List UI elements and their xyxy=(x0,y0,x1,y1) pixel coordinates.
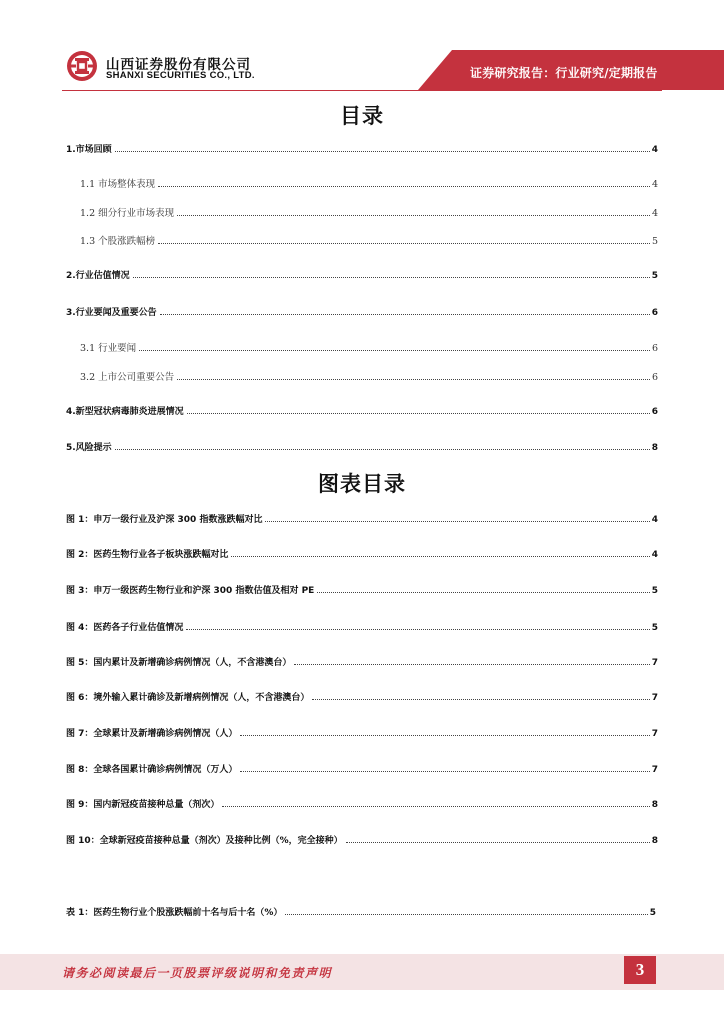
figure-entry-label: 图 10：全球新冠疫苗接种总量（剂次）及接种比例（%，完全接种） xyxy=(66,836,343,846)
toc-entry-page: 4 xyxy=(651,145,658,155)
figure-entry-page: 7 xyxy=(651,693,658,703)
toc-entry-page: 6 xyxy=(651,308,658,318)
figure-entry-page: 7 xyxy=(651,765,658,775)
figure-entry-label: 图 8：全球各国累计确诊病例情况（万人） xyxy=(66,765,238,775)
toc-title: 目录 xyxy=(340,104,384,128)
toc-entry-page: 4 xyxy=(651,179,658,190)
figure-entry[interactable] xyxy=(66,726,658,739)
figure-entry-label: 图 3：申万一级医药生物行业和沪深 300 指数估值及相对 PE xyxy=(66,586,315,596)
toc-entry-label: 3.1 行业要闻 xyxy=(80,343,137,354)
figure-entry[interactable] xyxy=(66,762,658,775)
toc-entry[interactable] xyxy=(80,340,658,354)
page-number: 3 xyxy=(624,956,656,984)
leader-dots xyxy=(158,186,650,187)
shanxi-securities-logo-icon xyxy=(66,50,98,82)
table-entry-page: 5 xyxy=(649,908,656,918)
company-name-cn: 山西证券股份有限公司 xyxy=(106,57,251,73)
toc-entry-label: 1.3 个股涨跌幅榜 xyxy=(80,236,156,247)
page-header xyxy=(0,0,724,96)
leader-dots xyxy=(115,449,650,450)
toc-entry-page: 5 xyxy=(651,236,658,247)
toc-entry[interactable] xyxy=(80,233,658,247)
figure-entry-page: 5 xyxy=(651,623,658,633)
figure-entry[interactable] xyxy=(66,620,658,633)
figure-entry-label: 图 1：申万一级行业及沪深 300 指数涨跌幅对比 xyxy=(66,515,263,525)
toc-entry-label: 2.行业估值情况 xyxy=(66,271,130,281)
footer-disclaimer: 请务必阅读最后一页股票评级说明和免责声明 xyxy=(62,966,333,980)
leader-dots xyxy=(346,842,650,843)
toc-entry-page: 5 xyxy=(651,271,658,281)
leader-dots xyxy=(160,314,650,315)
figure-entry-page: 7 xyxy=(651,658,658,668)
leader-dots xyxy=(312,699,649,700)
toc-entry-page: 6 xyxy=(651,372,658,383)
leader-dots xyxy=(231,556,649,557)
leader-dots xyxy=(294,664,649,665)
leader-dots xyxy=(222,806,649,807)
toc-entry[interactable] xyxy=(66,142,658,155)
toc-entry-label: 1.市场回顾 xyxy=(66,145,112,155)
figures-title: 图表目录 xyxy=(318,472,406,496)
leader-dots xyxy=(317,592,649,593)
figure-entry-page: 8 xyxy=(651,800,658,810)
leader-dots xyxy=(177,215,650,216)
figure-entry-label: 图 9：国内新冠疫苗接种总量（剂次） xyxy=(66,800,220,810)
header-divider xyxy=(62,90,662,91)
toc-entry[interactable] xyxy=(66,404,658,417)
toc-entry-label: 5.风险提示 xyxy=(66,443,112,453)
leader-dots xyxy=(186,629,649,630)
figure-entry-page: 4 xyxy=(651,515,658,525)
figure-entry[interactable] xyxy=(66,547,658,560)
toc-entry-page: 8 xyxy=(651,443,658,453)
figure-entry[interactable] xyxy=(66,512,658,525)
leader-dots xyxy=(240,735,649,736)
figure-entry[interactable] xyxy=(66,583,658,596)
toc-entry-label: 4.新型冠状病毒肺炎进展情况 xyxy=(66,407,184,417)
toc-entry-page: 6 xyxy=(651,407,658,417)
leader-dots xyxy=(285,914,647,915)
figure-entry[interactable] xyxy=(66,797,658,810)
toc-entry[interactable] xyxy=(66,440,658,453)
toc-entry[interactable] xyxy=(80,205,658,219)
toc-entry[interactable] xyxy=(66,305,658,318)
table-entry[interactable] xyxy=(66,905,656,918)
toc-entry-label: 3.行业要闻及重要公告 xyxy=(66,308,157,318)
toc-entry[interactable] xyxy=(80,176,658,190)
toc-entry-label: 1.2 细分行业市场表现 xyxy=(80,208,175,219)
leader-dots xyxy=(240,771,649,772)
toc-entry[interactable] xyxy=(66,268,658,281)
figure-entry[interactable] xyxy=(66,690,658,703)
figure-entry-label: 图 7：全球累计及新增确诊病例情况（人） xyxy=(66,729,238,739)
leader-dots xyxy=(187,413,650,414)
figure-entry-label: 图 6：境外输入累计确诊及新增病例情况（人，不含港澳台） xyxy=(66,693,310,703)
figure-entry-label: 图 5：国内累计及新增确诊病例情况（人，不含港澳台） xyxy=(66,658,292,668)
toc-entry[interactable] xyxy=(80,369,658,383)
figure-entry-page: 4 xyxy=(651,550,658,560)
figure-entry-page: 8 xyxy=(651,836,658,846)
report-type-text: 证券研究报告：行业研究/定期报告 xyxy=(470,66,658,80)
figure-entry-page: 5 xyxy=(651,586,658,596)
toc-entry-label: 3.2 上市公司重要公告 xyxy=(80,372,175,383)
toc-entry-page: 6 xyxy=(651,343,658,354)
toc-entry-page: 4 xyxy=(651,208,658,219)
figure-entry[interactable] xyxy=(66,833,658,846)
leader-dots xyxy=(133,277,650,278)
figure-entry-page: 7 xyxy=(651,729,658,739)
figure-entry[interactable] xyxy=(66,655,658,668)
company-name-en: SHANXI SECURITIES CO., LTD. xyxy=(106,70,255,81)
figure-entry-label: 图 2：医药生物行业各子板块涨跌幅对比 xyxy=(66,550,229,560)
leader-dots xyxy=(115,151,650,152)
leader-dots xyxy=(139,350,650,351)
figure-entry-label: 图 4：医药各子行业估值情况 xyxy=(66,623,184,633)
leader-dots xyxy=(158,243,650,244)
leader-dots xyxy=(177,379,650,380)
leader-dots xyxy=(265,521,649,522)
toc-entry-label: 1.1 市场整体表现 xyxy=(80,179,156,190)
table-entry-label: 表 1：医药生物行业个股涨跌幅前十名与后十名（%） xyxy=(66,908,283,918)
